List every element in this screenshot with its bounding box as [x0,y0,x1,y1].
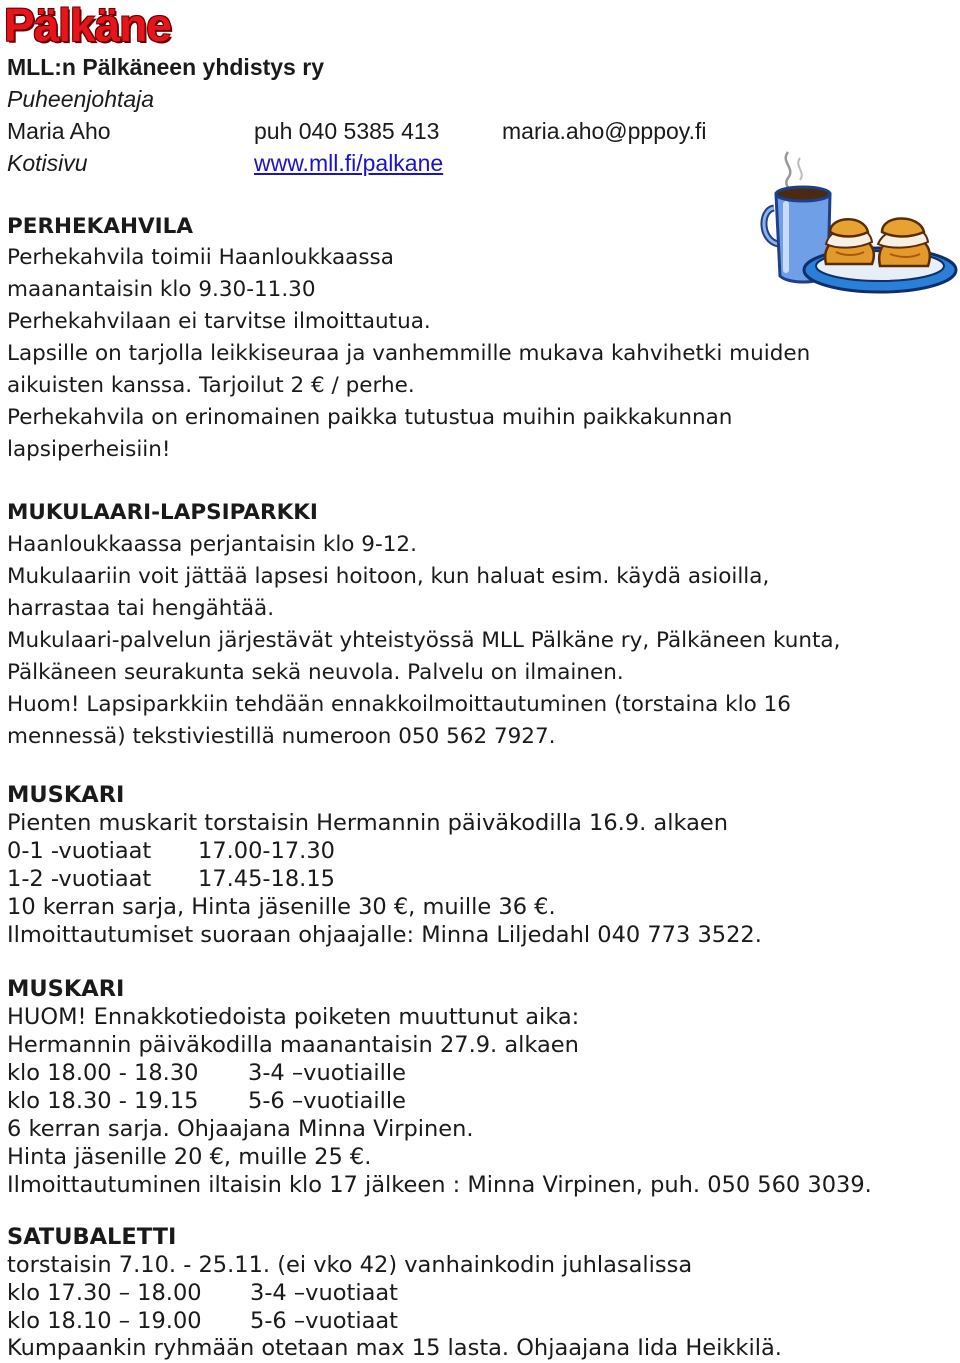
satubaletti-time: klo 18.10 – 19.00 [7,1308,202,1334]
satubaletti-note: Kumpaankin ryhmään otetaan max 15 lasta. Ohjaajana Iida Heikkilä. [7,1335,782,1361]
muskari2-age: 5-6 –vuotiaille [248,1088,406,1114]
perhekahvila-line: Lapsille on tarjolla leikkiseuraa ja vanhemmille mukava kahvihetki muiden [7,341,811,366]
perhekahvila-line: Perhekahvila on erinomainen paikka tutustua muihin paikkakunnan [7,405,733,430]
mukulaari-line: mennessä) tekstiviestillä numeroon 050 562 7927. [7,724,556,749]
satubaletti-age: 3-4 –vuotiaat [250,1280,398,1306]
org-name: MLL:n Pälkäneen yhdistys ry [7,54,324,80]
muskari2-price: Hinta jäsenille 20 €, muille 25 €. [7,1144,372,1170]
mukulaari-line: Haanloukkaassa perjantaisin klo 9-12. [7,532,417,557]
logo-text: Pälkäne [4,0,171,51]
perhekahvila-line: lapsiperheisiin! [7,437,171,462]
muskari-title: MUSKARI [7,782,125,808]
muskari2-intro: Hermannin päiväkodilla maanantaisin 27.9. alkaen [7,1032,579,1058]
muskari2-time: klo 18.00 - 18.30 [7,1060,199,1086]
muskari-intro: Pienten muskarit torstaisin Hermannin päiväkodilla 16.9. alkaen [7,810,728,836]
perhekahvila-line: maanantaisin klo 9.30-11.30 [7,277,316,302]
satubaletti-title: SATUBALETTI [7,1224,177,1250]
perhekahvila-line: aikuisten kanssa. Tarjoilut 2 € / perhe. [7,373,415,398]
muskari-signup: Ilmoittautumiset suoraan ohjaajalle: Minna Liljedahl 040 773 3522. [7,922,762,948]
muskari-price: 10 kerran sarja, Hinta jäsenille 30 €, muille 36 €. [7,894,556,920]
perhekahvila-line: Perhekahvila toimii Haanloukkaassa [7,245,394,270]
satubaletti-intro: torstaisin 7.10. - 25.11. (ei vko 42) vanhainkodin juhlasalissa [7,1252,693,1278]
home-label: Kotisivu [7,150,88,176]
mukulaari-line: Mukulaariin voit jättää lapsesi hoitoon, kun haluat esim. käydä asioilla, [7,564,770,589]
muskari2-signup: Ilmoittautuminen iltaisin klo 17 jälkeen : Minna Virpinen, puh. 050 560 3039. [7,1172,872,1198]
perhekahvila-line: Perhekahvilaan ei tarvitse ilmoittautua. [7,309,431,334]
contact-phone: puh 040 5385 413 [254,118,440,144]
perhekahvila-title: PERHEKAHVILA [7,214,193,239]
muskari-time: 17.00-17.30 [198,838,335,864]
mukulaari-line: Pälkäneen seurakunta sekä neuvola. Palvelu on ilmainen. [7,660,624,685]
muskari2-time: klo 18.30 - 19.15 [7,1088,199,1114]
muskari-age: 0-1 -vuotiaat [7,838,152,864]
muskari2-series: 6 kerran sarja. Ohjaajana Minna Virpinen. [7,1116,474,1142]
palkane-logo [4,0,171,51]
coffee-and-buns-icon [760,148,960,300]
mukulaari-line: Huom! Lapsiparkkiin tehdään ennakkoilmoittautuminen (torstaina klo 16 [7,692,791,717]
mukulaari-title: MUKULAARI-LAPSIPARKKI [7,500,318,525]
muskari2-title: MUSKARI [7,976,125,1002]
mukulaari-line: harrastaa tai hengähtää. [7,596,275,621]
muskari2-notice: HUOM! Ennakkotiedoista poiketen muuttunut aika: [7,1004,580,1030]
muskari-age: 1-2 -vuotiaat [7,866,152,892]
satubaletti-age: 5-6 –vuotiaat [250,1308,398,1334]
contact-name: Maria Aho [7,118,111,144]
home-link[interactable]: www.mll.fi/palkane [254,150,444,176]
contact-email: maria.aho@pppoy.fi [502,118,707,144]
muskari2-age: 3-4 –vuotiaille [248,1060,406,1086]
satubaletti-time: klo 17.30 – 18.00 [7,1280,202,1306]
role-label: Puheenjohtaja [7,86,155,112]
mukulaari-line: Mukulaari-palvelun järjestävät yhteistyössä MLL Pälkäne ry, Pälkäneen kunta, [7,628,841,653]
muskari-time: 17.45-18.15 [198,866,335,892]
